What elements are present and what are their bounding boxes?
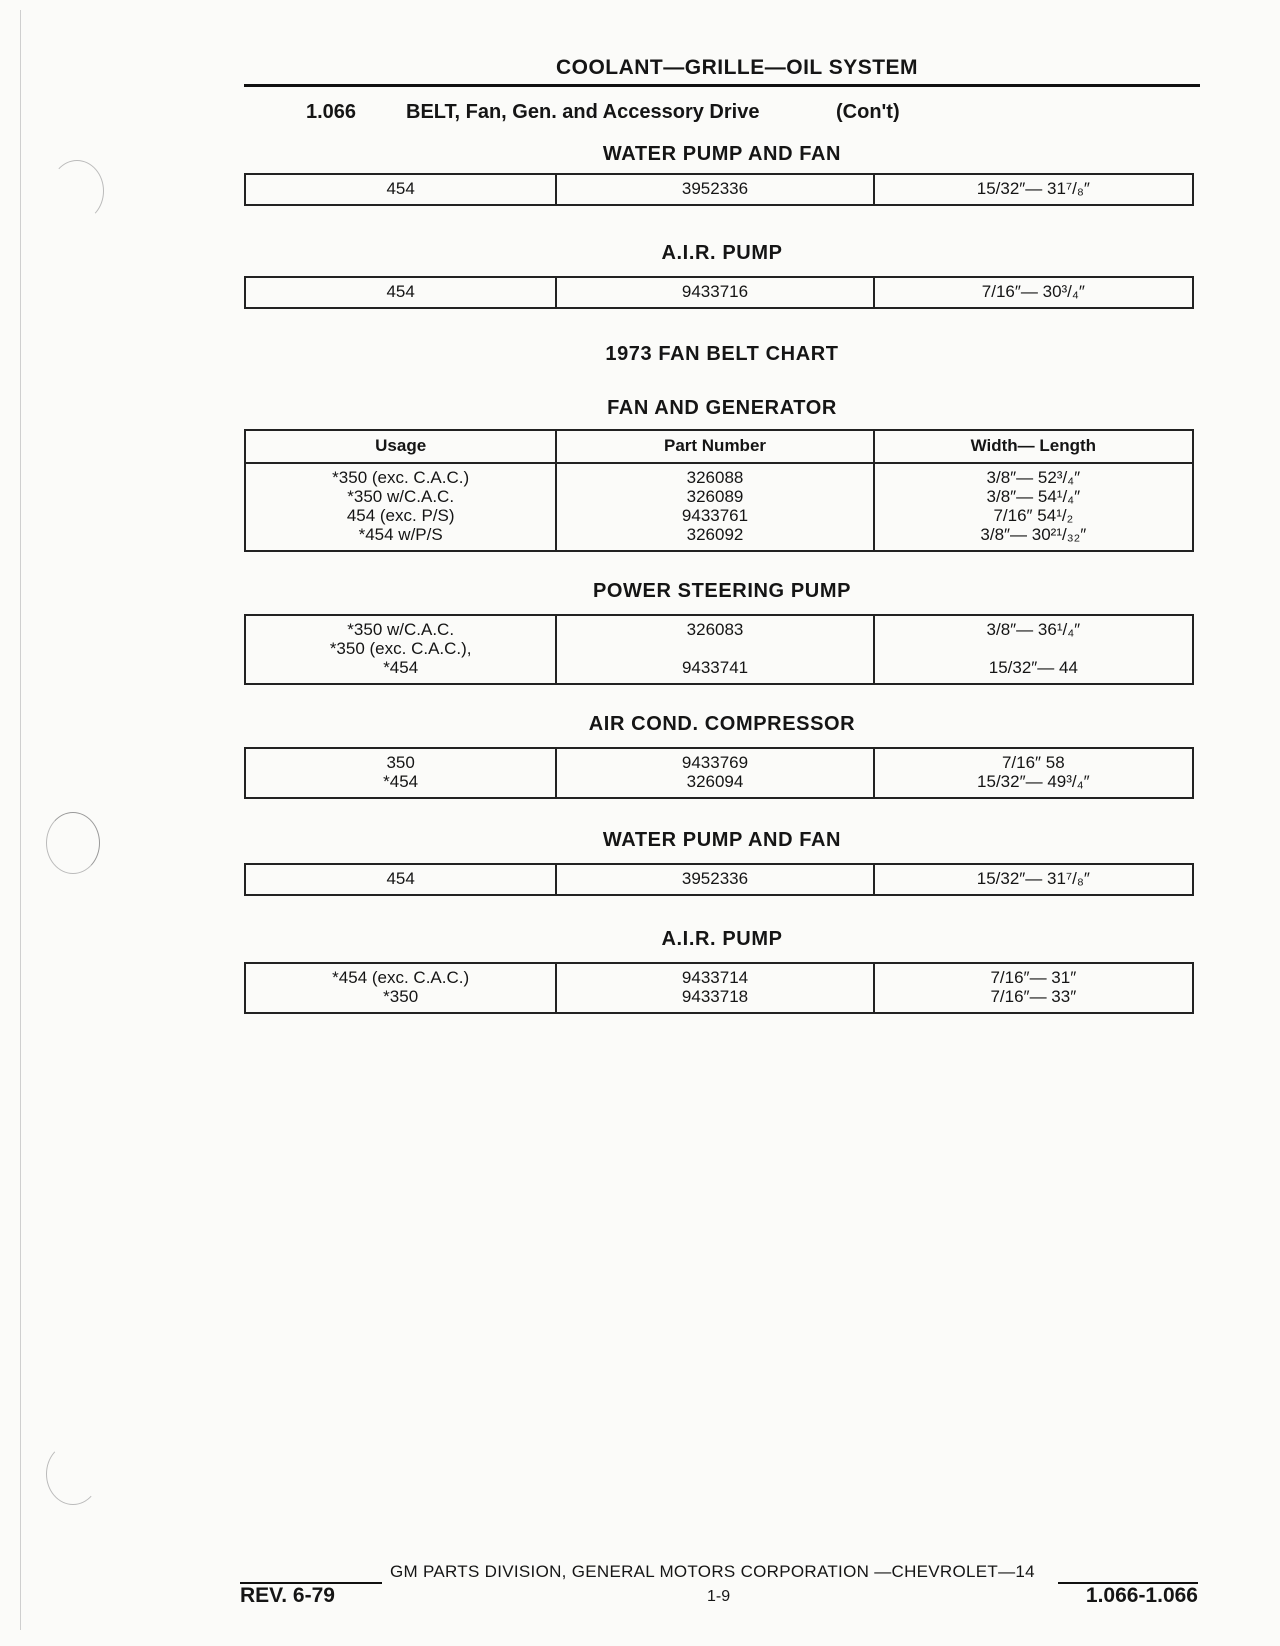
subheading-fan-generator: FAN AND GENERATOR [607,397,837,419]
table-row [245,277,1193,308]
usage-cell: *350 w/C.A.C. *350 (exc. C.A.C.), *454 [245,615,556,684]
subheading-air-cond: AIR COND. COMPRESSOR [588,713,856,735]
usage-cell: *350 (exc. C.A.C.) *350 w/C.A.C. 454 (exc. P/S) *454 w/P/S [245,463,556,551]
section-heading [244,101,1200,129]
page-footer [240,1560,1200,1630]
part-number-cell: 3952336 [556,174,873,205]
usage-cell: 350 *454 [245,748,556,798]
part-number-cell: 9433769 326094 [556,748,873,798]
page-number: 1-9 [707,1588,731,1605]
subheading-air-pump-1973: A.I.R. PUMP [661,928,783,950]
punch-hole-bottom [46,1443,100,1505]
punch-hole-middle [46,812,100,874]
part-number-cell: 326083 9433741 [556,615,873,684]
subheading-air-pump-top: A.I.R. PUMP [661,242,783,264]
table-fan-generator [244,429,1194,552]
continued-label: (Con't) [836,101,900,123]
table-row [245,174,1193,205]
size-cell: 3/8″— 36¹/₄″ 15/32″— 44 [874,615,1193,684]
part-number-cell: 9433714 9433718 [556,963,873,1013]
table-row [245,864,1193,895]
table-water-pump-top [244,173,1194,206]
table-power-steering [244,614,1194,685]
page-edge [20,10,21,1630]
section-name: BELT, Fan, Gen. and Accessory Drive [406,101,760,123]
size-cell: 7/16″— 30³/₄″ [874,277,1193,308]
usage-cell: 454 [245,864,556,895]
table-air-pump-top [244,276,1194,309]
usage-cell: 454 [245,277,556,308]
chart-title: 1973 FAN BELT CHART [605,343,839,365]
table-row [245,463,1193,551]
part-number-cell: 9433716 [556,277,873,308]
usage-cell: *454 (exc. C.A.C.) *350 [245,963,556,1013]
column-header-width-length: Width— Length [874,430,1193,463]
part-number-cell: 326088 326089 9433761 326092 [556,463,873,551]
page-title: COOLANT—GRILLE—OIL SYSTEM [555,56,919,79]
table-water-pump-1973 [244,863,1194,896]
table-row [245,963,1193,1013]
table-row [245,748,1193,798]
usage-cell: 454 [245,174,556,205]
table-air-pump-1973 [244,962,1194,1014]
subheading-power-steering: POWER STEERING PUMP [592,580,852,602]
size-cell: 15/32″— 31⁷/₈″ [874,864,1193,895]
title-rule [244,84,1200,87]
table-header-row [245,430,1193,463]
table-air-cond [244,747,1194,799]
size-cell: 7/16″— 31″ 7/16″— 33″ [874,963,1193,1013]
size-cell: 15/32″— 31⁷/₈″ [874,174,1193,205]
section-reference: 1.066-1.066 [1085,1584,1198,1607]
footer-publisher: GM PARTS DIVISION, GENERAL MOTORS CORPORATION —CHEVROLET—14 [390,1562,1035,1581]
document-body [244,56,1200,1014]
table-row [245,615,1193,684]
subheading-water-pump-top: WATER PUMP AND FAN [602,143,842,165]
subheading-water-pump-1973: WATER PUMP AND FAN [602,829,842,851]
part-number-cell: 3952336 [556,864,873,895]
punch-hole-top [50,160,104,222]
revision-label: REV. 6-79 [240,1584,335,1607]
column-header-part-number: Part Number [556,430,873,463]
size-cell: 3/8″— 52³/₄″ 3/8″— 54¹/₄″ 7/16″ 54¹/₂ 3/8″— 30²¹/₃₂″ [874,463,1193,551]
size-cell: 7/16″ 58 15/32″— 49³/₄″ [874,748,1193,798]
section-number: 1.066 [306,101,357,123]
column-header-usage: Usage [245,430,556,463]
